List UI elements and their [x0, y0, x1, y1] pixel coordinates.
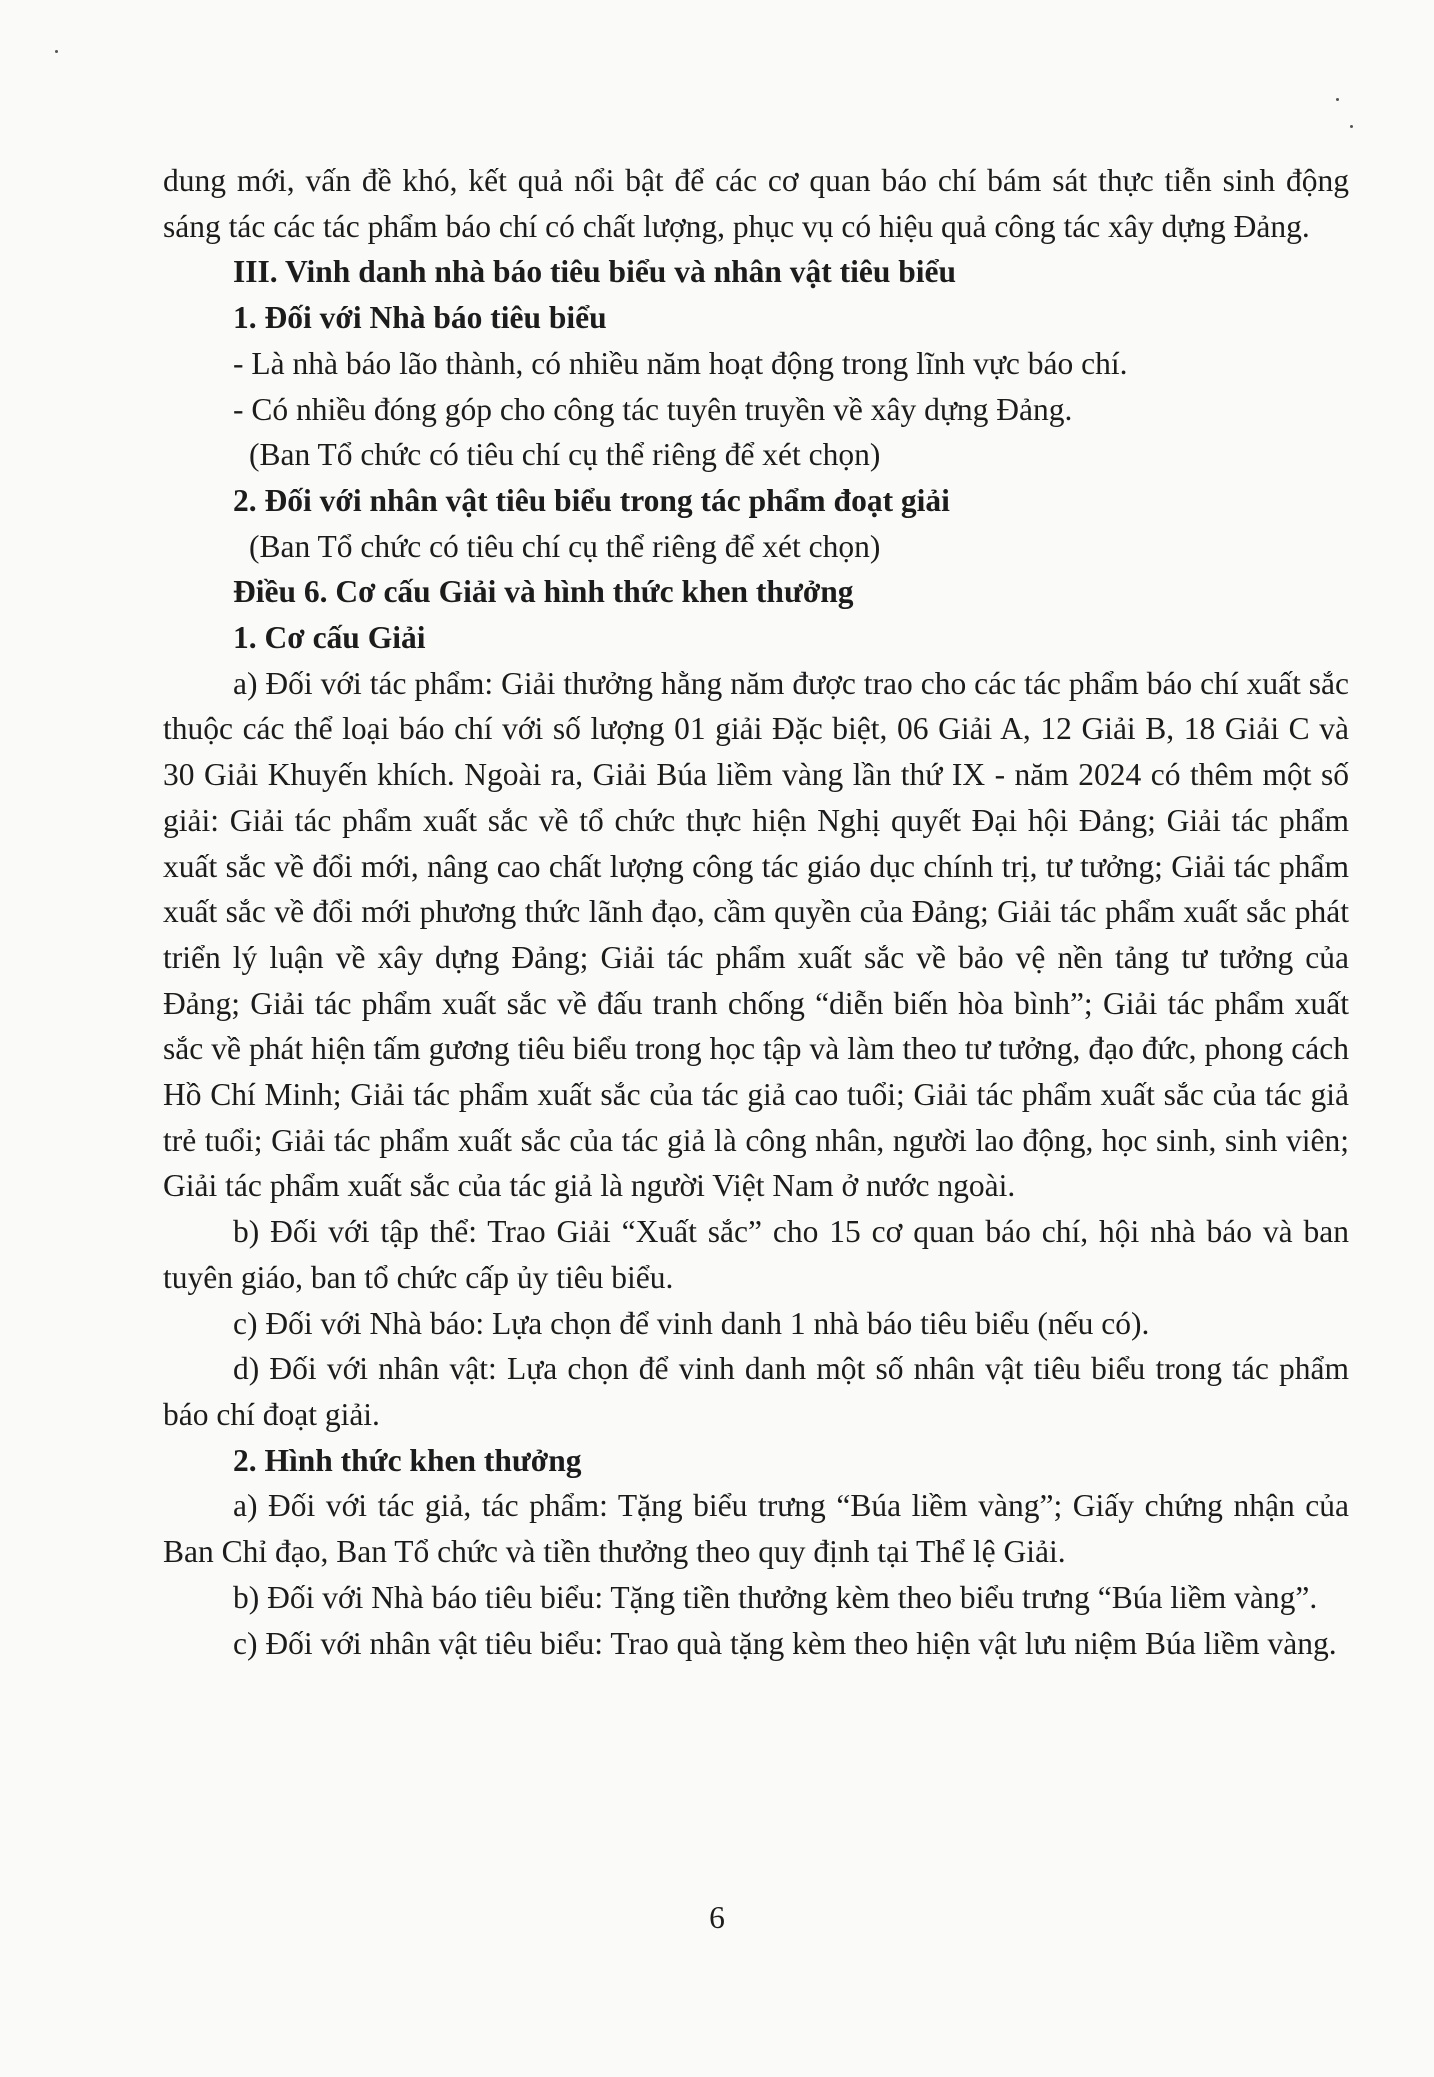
section-heading-iii: III. Vinh danh nhà báo tiêu biểu và nhân vật tiêu biểu — [233, 254, 957, 290]
scan-speck — [1336, 98, 1339, 101]
subsection-heading: 2. Hình thức khen thưởng — [233, 1442, 582, 1478]
article-heading: Điều 6. Cơ cấu Giải và hình thức khen thưởng — [233, 574, 854, 610]
scan-speck — [55, 50, 58, 53]
paragraph-awards-works: a) Đối với tác phẩm: Giải thưởng hằng năm được trao cho các tác phẩm báo chí xuất sắc thuộc các thể loại báo chí với số lượng 01 giải Đặc biệt, 06 Giải A, 12 Giải B, 18 Giải C và 30 Giải Khuyến khích. Ngoài ra, Giải Búa liềm vàng lần thứ IX - năm 2024 có thêm một số giải: Giải tác phẩm xuất sắc về tổ chức thực hiện Nghị quyết Đại hội Đảng; Giải tác phẩm xuất sắc về đổi mới, nâng cao chất lượng công tác giáo dục chính trị, tư tưởng; Giải tác phẩm xuất sắc về đổi mới phương thức lãnh đạo, cầm quyền của Đảng; Giải tác phẩm xuất sắc phát triển lý luận về xây dựng Đảng; Giải tác phẩm xuất sắc về bảo vệ nền tảng tư tưởng của Đảng; Giải tác phẩm xuất sắc về đấu tranh chống “diễn biến hòa bình”; Giải tác phẩm xuất sắc về phát hiện tấm gương tiêu biểu trong học tập và làm theo tư tưởng, đạo đức, phong cách Hồ Chí Minh; Giải tác phẩm xuất sắc của tác giả cao tuổi; Giải tác phẩm xuất sắc của tác giả trẻ tuổi; Giải tác phẩm xuất sắc của tác giả là công nhân, người lao động, học sinh, sinh viên; Giải tác phẩm xuất sắc của tác giả là người Việt Nam ở nước ngoài. — [163, 665, 1349, 1204]
subsection-heading-2: 2. Đối với nhân vật tiêu biểu trong tác phẩm đoạt giải — [233, 482, 950, 518]
subsection-heading: 1. Cơ cấu Giải — [233, 620, 426, 656]
page-number: 6 — [709, 1900, 725, 1935]
scan-speck — [1350, 125, 1353, 128]
list-item: - Là nhà báo lão thành, có nhiều năm hoạt động trong lĩnh vực báo chí. — [233, 345, 1128, 381]
paragraph-awards-journalist: c) Đối với Nhà báo: Lựa chọn để vinh danh 1 nhà báo tiêu biểu (nếu có). — [233, 1305, 1150, 1341]
paragraph-intro: dung mới, vấn đề khó, kết quả nổi bật để các cơ quan báo chí bám sát thực tiễn sinh động sáng tác các tác phẩm báo chí có chất lượng, phục vụ có hiệu quả công tác xây dựng Đảng. — [163, 163, 1349, 244]
criteria-note: (Ban Tổ chức có tiêu chí cụ thể riêng để xét chọn) — [249, 528, 881, 564]
list-item: - Có nhiều đóng góp cho công tác tuyên truyền về xây dựng Đảng. — [233, 391, 1073, 427]
paragraph-reward-journalist: b) Đối với Nhà báo tiêu biểu: Tặng tiền thưởng kèm theo biểu trưng “Búa liềm vàng”. — [233, 1579, 1318, 1615]
document-body — [163, 158, 1349, 1666]
subsection-heading-1: 1. Đối với Nhà báo tiêu biểu — [233, 300, 607, 336]
paragraph-reward-authors: a) Đối với tác giả, tác phẩm: Tặng biểu trưng “Búa liềm vàng”; Giấy chứng nhận của Ban Chỉ đạo, Ban Tổ chức và tiền thưởng theo quy định tại Thể lệ Giải. — [163, 1488, 1349, 1570]
paragraph-awards-collective: b) Đối với tập thể: Trao Giải “Xuất sắc” cho 15 cơ quan báo chí, hội nhà báo và ban tuyên giáo, ban tổ chức cấp ủy tiêu biểu. — [163, 1214, 1349, 1295]
paragraph-reward-character: c) Đối với nhân vật tiêu biểu: Trao quà tặng kèm theo hiện vật lưu niệm Búa liềm vàng. — [233, 1625, 1337, 1661]
criteria-note: (Ban Tổ chức có tiêu chí cụ thể riêng để xét chọn) — [249, 437, 881, 473]
paragraph-awards-character: d) Đối với nhân vật: Lựa chọn để vinh danh một số nhân vật tiêu biểu trong tác phẩm báo chí đoạt giải. — [163, 1351, 1349, 1432]
